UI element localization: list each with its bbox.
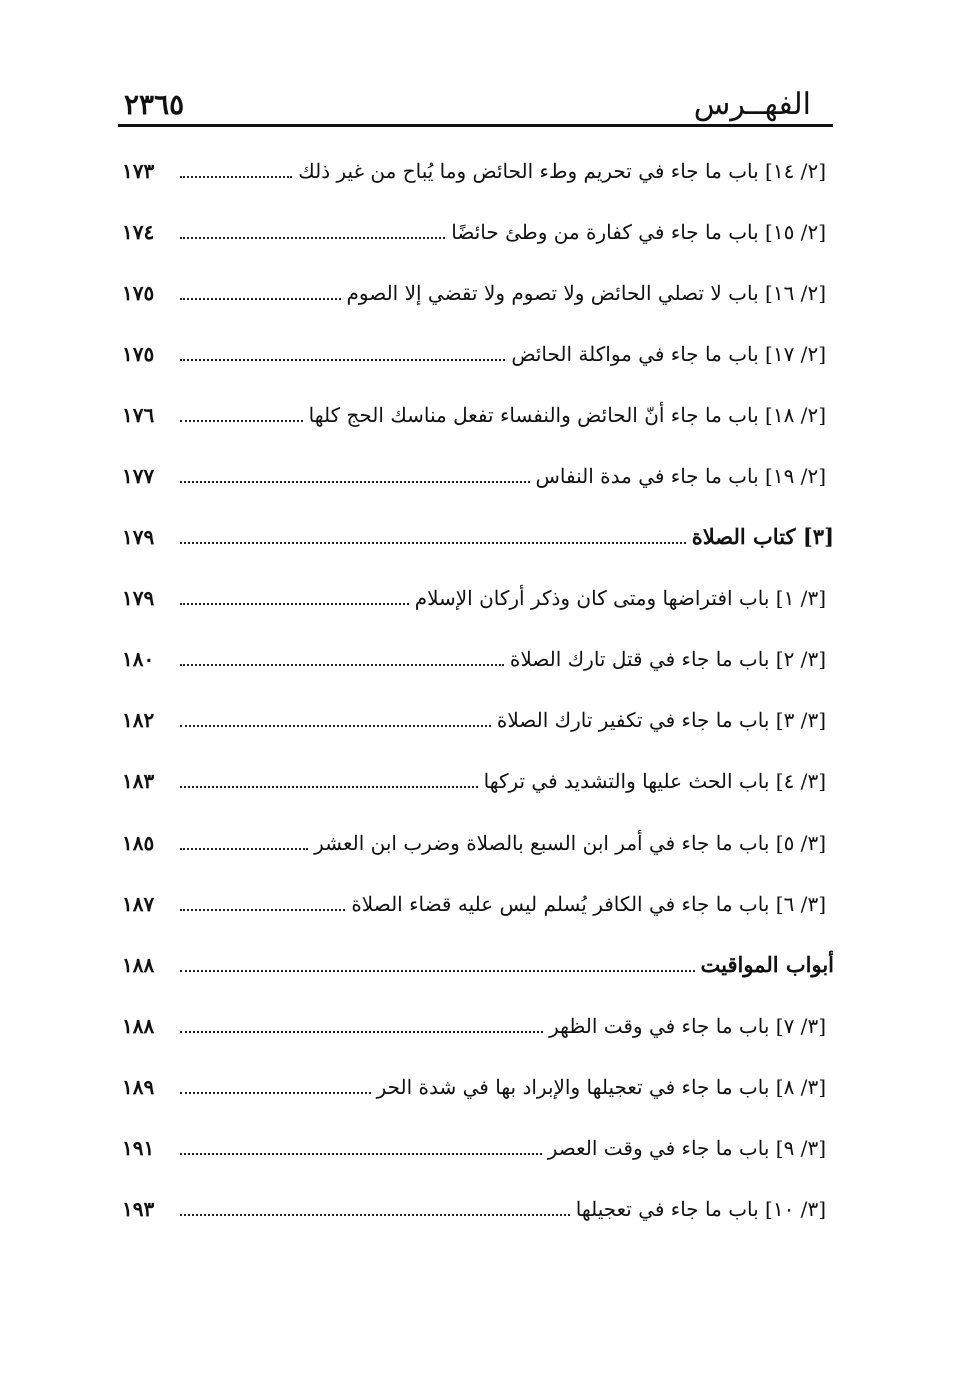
toc-entry — [122, 140, 834, 201]
toc-entry — [122, 873, 834, 934]
dot-leader — [180, 723, 491, 727]
toc-entry-title: [٢/ ١٤] باب ما جاء في تحريم وطء الحائض وما يُباح من غير ذلك — [298, 158, 826, 183]
toc-entry-title: [٢/ ١٩] باب ما جاء في مدة النفاس — [535, 464, 826, 489]
dot-leader — [180, 357, 505, 361]
toc-entry-page: ١٧٥ — [122, 341, 155, 366]
toc-entry — [122, 1118, 834, 1179]
table-of-contents — [122, 140, 834, 1240]
toc-entry-title: [٣/ ٣] باب ما جاء في تكفير تارك الصلاة — [496, 708, 826, 733]
toc-entry-page: ١٩١ — [122, 1136, 155, 1161]
toc-entry-title: أبواب المواقيت — [700, 951, 834, 977]
toc-entry-title: [٣/ ٥] باب ما جاء في أمر ابن السبع بالصلاة وضرب ابن العشر — [314, 830, 826, 855]
toc-entry-page: ١٩٣ — [122, 1197, 155, 1222]
dot-leader — [180, 907, 345, 911]
dot-leader — [180, 540, 686, 544]
toc-entry-title: [٣/ ١٠] باب ما جاء في تعجيلها — [575, 1197, 826, 1222]
toc-entry-title: [٢/ ١٥] باب ما جاء في كفارة من وطئ حائضًا — [451, 219, 826, 244]
toc-entry-page: ١٧٣ — [122, 158, 155, 183]
toc-entry-title: [٣/ ٦] باب ما جاء في الكافر يُسلم ليس عليه قضاء الصلاة — [351, 891, 826, 916]
dot-leader — [180, 1090, 371, 1094]
toc-entry — [122, 1056, 834, 1117]
toc-entry-title: [٢/ ١٧] باب ما جاء في مواكلة الحائض — [511, 341, 826, 366]
toc-entry-page: ١٨٢ — [122, 708, 155, 733]
toc-entry-title: [٣/ ٨] باب ما جاء في تعجيلها والإبراد بها في شدة الحر — [376, 1074, 826, 1099]
toc-entry-page: ١٨٠ — [122, 647, 155, 672]
toc-entry-title: [٣] كتاب الصلاة — [691, 524, 834, 550]
page-number: ٢٣٦٥ — [124, 88, 185, 121]
toc-entry-page: ١٨٧ — [122, 891, 155, 916]
dot-leader — [180, 235, 445, 239]
toc-entry-title: [٣/ ٩] باب ما جاء في وقت العصر — [547, 1136, 826, 1161]
toc-entry-title: [٣/ ٧] باب ما جاء في وقت الظهر — [549, 1013, 826, 1038]
toc-entry — [122, 384, 834, 445]
toc-entry — [122, 323, 834, 384]
toc-entry-page: ١٧٥ — [122, 280, 155, 305]
toc-entry-page: ١٧٤ — [122, 219, 155, 244]
dot-leader — [180, 846, 308, 850]
dot-leader — [180, 479, 530, 483]
header-rule — [118, 124, 833, 127]
toc-section-heading — [122, 934, 834, 995]
toc-entry-page: ١٨٨ — [122, 1013, 155, 1038]
toc-entry-page: ١٧٧ — [122, 464, 155, 489]
dot-leader — [180, 601, 409, 605]
dot-leader — [180, 968, 695, 972]
toc-entry-page: ١٧٩ — [122, 586, 155, 611]
toc-entry — [122, 812, 834, 873]
toc-entry-title: [٣/ ٤] باب الحث عليها والتشديد في تركها — [483, 769, 826, 794]
toc-section-heading — [122, 507, 834, 568]
toc-entry-title: [٢/ ١٦] باب لا تصلي الحائض ولا تصوم ولا تقضي إلا الصوم — [346, 280, 826, 305]
dot-leader — [180, 784, 478, 788]
dot-leader — [180, 174, 292, 178]
toc-entry — [122, 445, 834, 506]
dot-leader — [180, 418, 303, 422]
toc-entry — [122, 751, 834, 812]
toc-entry — [122, 201, 834, 262]
toc-entry-page: ١٨٥ — [122, 830, 155, 855]
dot-leader — [180, 296, 341, 300]
running-header — [118, 86, 833, 124]
header-title: الفهــرس — [693, 87, 811, 122]
toc-entry — [122, 1179, 834, 1240]
toc-entry — [122, 629, 834, 690]
toc-entry — [122, 262, 834, 323]
toc-entry-title: [٢/ ١٨] باب ما جاء أنّ الحائض والنفساء تفعل مناسك الحج كلها — [308, 402, 826, 427]
toc-entry — [122, 995, 834, 1056]
toc-entry-page: ١٨٨ — [122, 952, 155, 977]
toc-entry-title: [٣/ ٢] باب ما جاء في قتل تارك الصلاة — [509, 647, 826, 672]
toc-entry-page: ١٨٣ — [122, 769, 155, 794]
dot-leader — [180, 1212, 570, 1216]
toc-entry-page: ١٨٩ — [122, 1074, 155, 1099]
toc-entry — [122, 690, 834, 751]
toc-entry — [122, 568, 834, 629]
dot-leader — [180, 662, 504, 666]
dot-leader — [180, 1151, 542, 1155]
dot-leader — [180, 1029, 543, 1033]
toc-entry-title: [٣/ ١] باب افتراضها ومتى كان وذكر أركان الإسلام — [414, 586, 826, 611]
toc-entry-page: ١٧٩ — [122, 525, 155, 550]
toc-entry-page: ١٧٦ — [122, 402, 155, 427]
